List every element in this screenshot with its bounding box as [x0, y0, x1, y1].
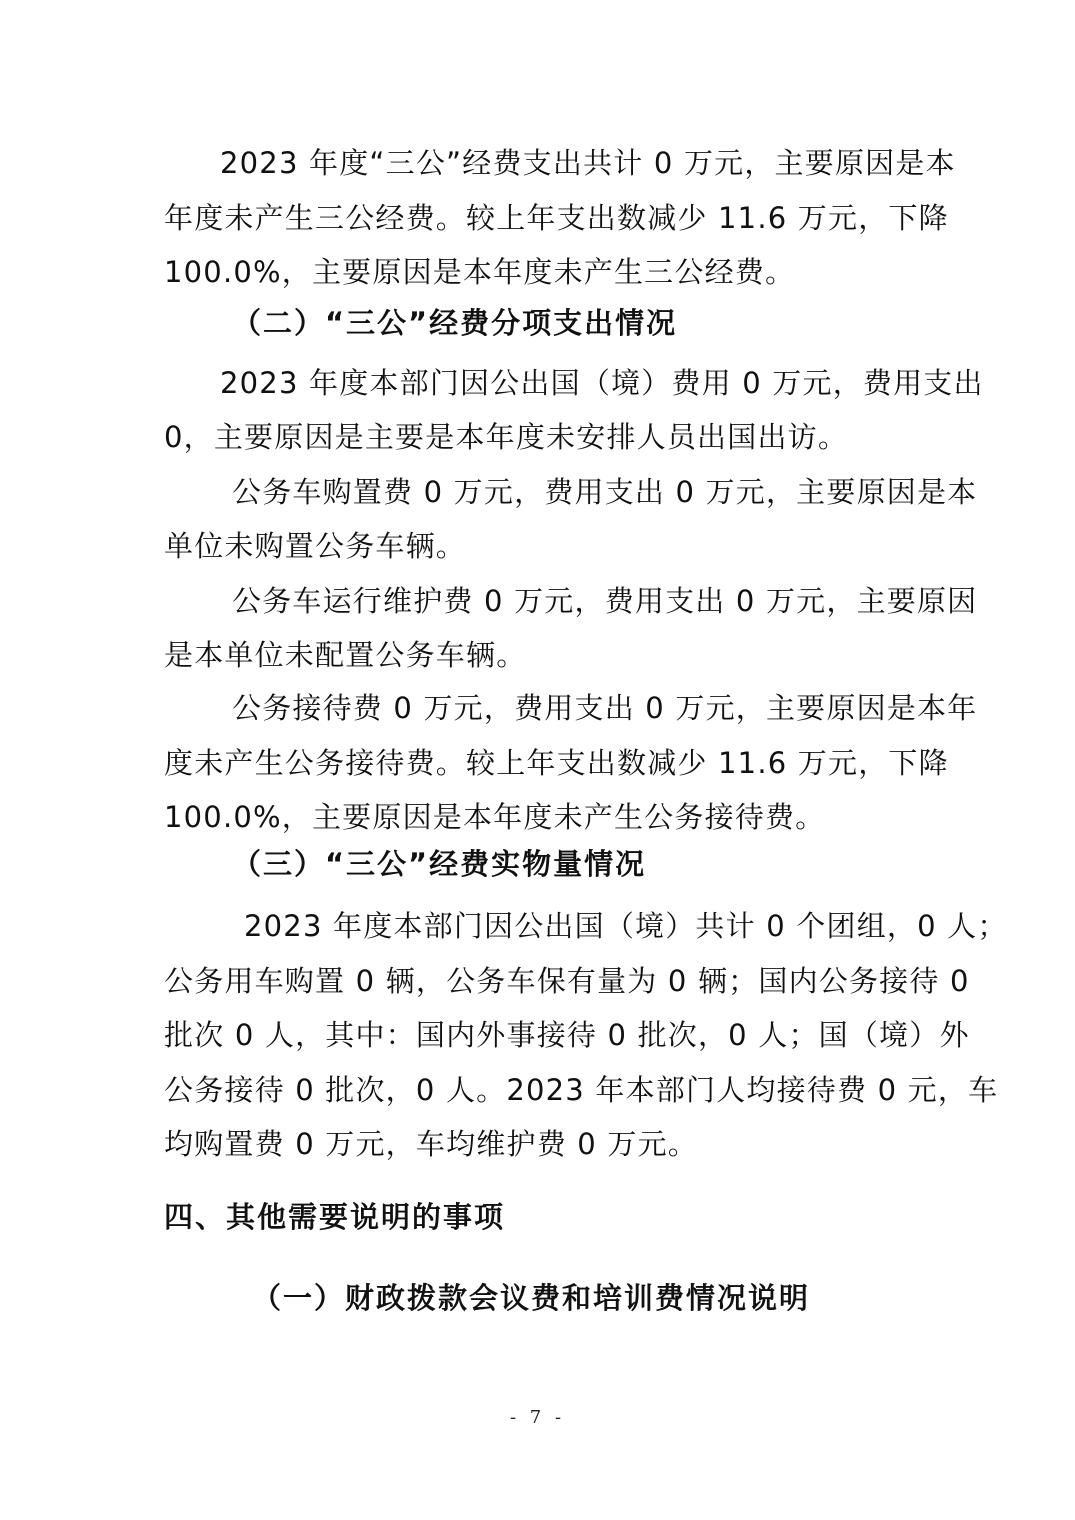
paragraph-line: 2023 年度本部门因公出国（境）费用 0 万元，费用支出 [220, 366, 984, 400]
paragraph-line: 2023 年度本部门因公出国（境）共计 0 个团组，0 人； [244, 909, 1008, 943]
page-number: - 7 - [509, 1407, 566, 1428]
paragraph-line: 0，主要原因是主要是本年度未安排人员出国出访。 [164, 420, 849, 454]
paragraph-line: 2023 年度“三公”经费支出共计 0 万元，主要原因是本 [220, 146, 956, 180]
paragraph-line: 100.0%，主要原因是本年度未产生公务接待费。 [164, 800, 826, 834]
paragraph-line: 年度未产生三公经费。较上年支出数减少 11.6 万元，下降 [164, 201, 949, 235]
paragraph-line: 批次 0 人，其中：国内外事接待 0 批次，0 人；国（境）外 [164, 1018, 970, 1052]
paragraph-line: 公务车购置费 0 万元，费用支出 0 万元，主要原因是本 [232, 475, 978, 509]
paragraph-line: 公务接待费 0 万元，费用支出 0 万元，主要原因是本年 [232, 691, 978, 725]
paragraph-line: 是本单位未配置公务车辆。 [164, 638, 527, 672]
paragraph-line: 单位未购置公务车辆。 [164, 529, 467, 563]
section-heading: （三）“三公”经费实物量情况 [232, 847, 647, 881]
paragraph-line: 公务用车购置 0 辆，公务车保有量为 0 辆；国内公务接待 0 [164, 964, 970, 998]
paragraph-line: 公务接待 0 批次，0 人。2023 年本部门人均接待费 0 元，车 [164, 1073, 999, 1107]
paragraph-line: 100.0%，主要原因是本年度未产生三公经费。 [164, 255, 796, 289]
section-heading: （一）财政拨款会议费和培训费情况说明 [252, 1281, 811, 1315]
paragraph-line: 公务车运行维护费 0 万元，费用支出 0 万元，主要原因 [232, 584, 978, 618]
section-heading: （二）“三公”经费分项支出情况 [232, 306, 678, 340]
chapter-heading: 四、其他需要说明的事项 [164, 1200, 506, 1234]
paragraph-line: 度未产生公务接待费。较上年支出数减少 11.6 万元，下降 [164, 746, 949, 780]
paragraph-line: 均购置费 0 万元，车均维护费 0 万元。 [164, 1127, 698, 1161]
